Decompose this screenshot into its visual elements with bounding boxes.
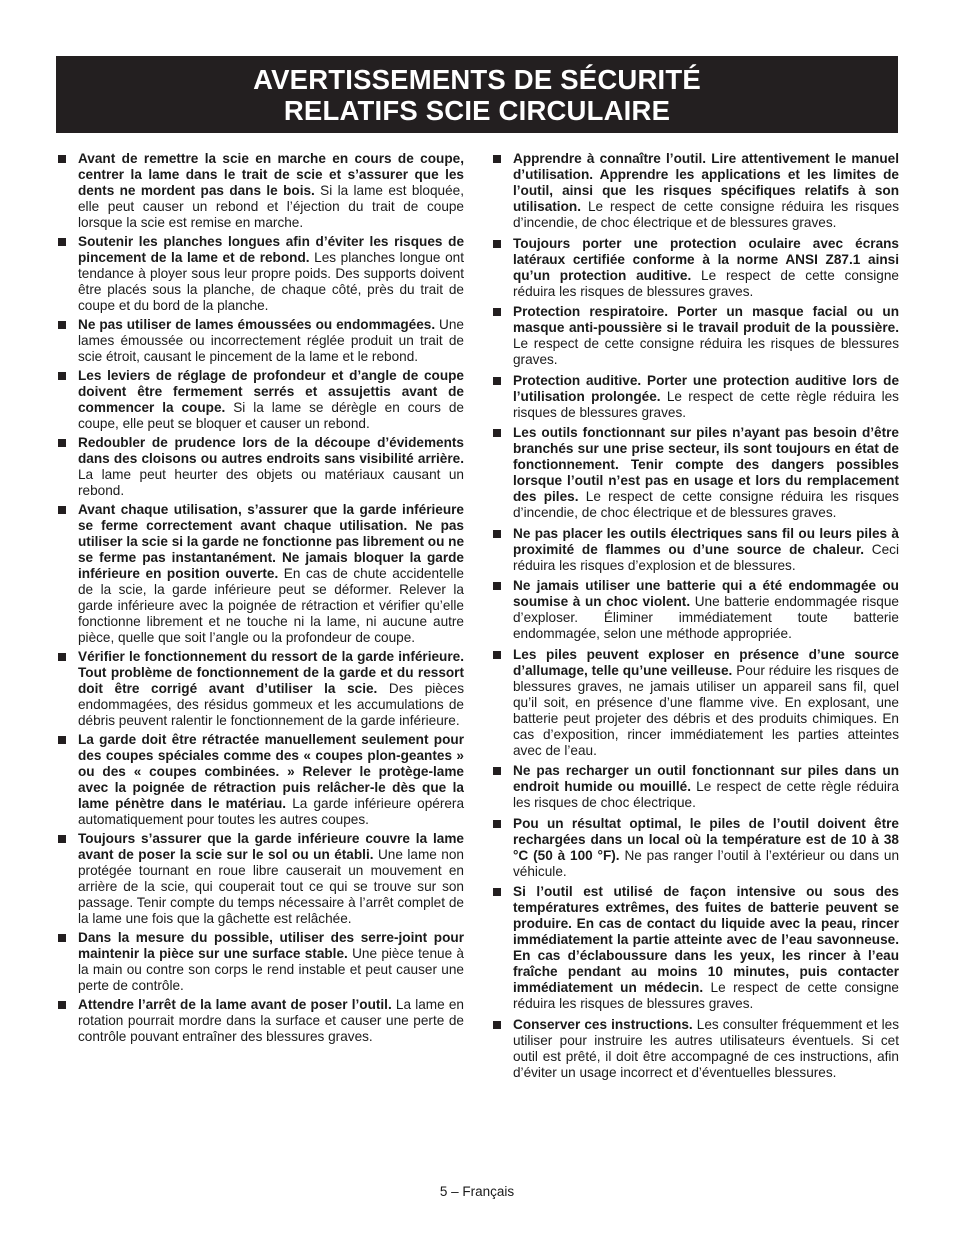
warning-bold-text: Toujours s’assurer que la garde inférieure couvre la lame avant de poser la scie sur le sol ou un établi. — [78, 831, 464, 862]
square-bullet-icon — [493, 820, 501, 828]
warning-bold-text: Avant de remettre la scie en marche en cours de coupe, centrer la lame dans le trait de scie et s’assurer que les dents ne mordent pas dans le bois. — [78, 151, 464, 198]
warning-item — [56, 930, 464, 994]
warning-body-text: Si la lame est bloquée, elle peut causer un rebond et l’éjection du trait de coupe lorsque la scie est remise en marche. — [78, 183, 464, 230]
warning-body-text: Pour réduire les risques de blessures graves, ne jamais utiliser un appareil sans fil, quel qu’il soit, en présence d’une flamme vive. En explosant, une batterie peut projeter des débris et des produits chimiques. En cas d’exposition, rincer immédiatement les parties atteintes avec de l’eau. — [513, 662, 899, 758]
warning-body-text: Ceci réduira les risques d’explosion et de blessures. — [513, 541, 899, 573]
page-title-line-2: RELATIFS SCIE CIRCULAIRE — [283, 94, 671, 126]
warning-item — [491, 578, 899, 642]
warning-body-text: Le respect de cette consigne réduira les risques de blessures graves. — [513, 336, 899, 367]
square-bullet-icon — [58, 736, 66, 744]
warning-item — [491, 373, 899, 421]
square-bullet-icon — [58, 155, 66, 163]
warning-body-text: Des pièces endommagées, des résidus gommeux et les accumulations de débris peuvent ralentir le fonctionnement de la garde inférieure. — [78, 681, 464, 728]
square-bullet-icon — [58, 835, 66, 843]
square-bullet-icon — [493, 240, 501, 248]
warning-bold-text: Toujours porter une protection oculaire avec écrans latéraux certifiée conforme à la norme ANSI Z87.1 ainsi qu’un protection auditive. — [513, 235, 899, 283]
page-title-line-1: AVERTISSEMENTS DE SÉCURITÉ — [253, 63, 701, 95]
square-bullet-icon — [493, 767, 501, 775]
warning-bold-text: Apprendre à connaître l’outil. Lire attentivement le manuel d’utilisation. Apprendre les applications et les limites de l’outil, ainsi que les risques spécifiques relatifs à son utilisation. — [513, 151, 899, 214]
warning-body-text: La garde inférieure opérera automatiquement pour toutes les autres coupes. — [78, 796, 464, 827]
warning-item — [491, 151, 899, 231]
warning-body-text: Le respect de cette consigne réduira les risques d’incendie, de choc électrique et de blessures graves. — [513, 199, 899, 230]
warning-body-text: Ne pas ranger l’outil à l’extérieur ou dans un véhicule. — [513, 847, 900, 879]
square-bullet-icon — [493, 429, 501, 437]
warning-body-text: Une lames émoussée ou incorrectement réglée produit un trait de scie étroit, causant le pincement de la lame et le rebond. — [78, 317, 464, 364]
warning-body-text: En cas de chute accidentelle de la scie, la garde inférieure peut se déformer. Relever la garde inférieure avec la poignée de rétraction et vérifier qu’elle fonctionne librement et ne touche ni la lame, ni aucune autre pièce, quelle que soit l’angle ou la profondeur de coupe. — [78, 566, 464, 645]
square-bullet-icon — [58, 439, 66, 447]
square-bullet-icon — [493, 582, 501, 590]
warning-item — [56, 435, 464, 499]
warning-item — [56, 502, 464, 646]
square-bullet-icon — [493, 888, 501, 896]
square-bullet-icon — [58, 934, 66, 942]
square-bullet-icon — [493, 1021, 501, 1029]
square-bullet-icon — [58, 372, 66, 380]
warning-item — [491, 816, 899, 880]
warning-item — [491, 647, 899, 759]
warning-body-text: Une batterie endommagée risque d’exploser. Éliminer immédiatement toute batterie endommagée, selon une méthode appropriée. — [513, 594, 899, 641]
warning-bold-text: Les piles peuvent exploser en présence d’une source d’allumage, telle qu’une veilleuse. — [513, 646, 899, 678]
warning-item — [491, 236, 899, 300]
warning-bold-text: Attendre l’arrêt de la lame avant de poser l’outil. — [78, 997, 392, 1012]
square-bullet-icon — [58, 321, 66, 329]
warning-bold-text: Ne pas placer les outils électriques sans fil ou leurs piles à proximité de flammes ou d’une source de chaleur. — [513, 525, 899, 557]
warning-item — [56, 831, 464, 927]
warning-item — [56, 368, 464, 432]
warning-bold-text: Ne pas utiliser de lames émoussées ou endommagées. — [78, 317, 436, 332]
warning-body-text: Le respect de cette consigne réduira les risques d’incendie, de choc électrique et de blessures graves. — [513, 489, 899, 520]
warning-bold-text: Ne pas recharger un outil fonctionnant sur piles dans un endroit humide ou mouillé. — [513, 763, 899, 794]
square-bullet-icon — [493, 155, 501, 163]
warning-item — [491, 304, 899, 368]
warning-bold-text: Redoubler de prudence lors de la découpe d’évidements dans des cloisons ou autres endroits sans visibilité arrière. — [78, 435, 464, 466]
warning-bold-text: Protection respiratoire. Porter un masque facial ou un masque anti-poussière si le travail produit de la poussière. — [513, 304, 899, 335]
warning-item — [56, 649, 464, 729]
square-bullet-icon — [493, 651, 501, 659]
square-bullet-icon — [58, 238, 66, 246]
square-bullet-icon — [493, 377, 501, 385]
page-number-footer: 5 – Français — [439, 1184, 515, 1199]
square-bullet-icon — [58, 653, 66, 661]
warning-item — [56, 317, 464, 365]
warning-item — [491, 1017, 899, 1081]
warning-body-text: Les consulter fréquemment et les utiliser pour instruire les autres utilisateurs éventuels. Si cet outil est prêté, il doit être accompagné de ces instructions, afin d’éviter un usage incorrect et d’éventuelles blessures. — [513, 1016, 899, 1080]
warning-bold-text: Avant chaque utilisation, s’assurer que la garde inférieure se ferme correctement avant chaque utilisation. Ne pas utiliser la scie si la garde ne fonctionne pas librement ou ne se ferme pas instantanément. Ne jamais bloquer la garde inférieure en position ouverte. — [78, 502, 465, 581]
warning-bold-text: Conserver ces instructions. — [513, 1016, 693, 1032]
warning-bold-text: Si l’outil est utilisé de façon intensive ou sous des températures extrêmes, des fuites de batterie peuvent se produire. En cas de contact du liquide avec la peau, rincer immédiatement la partie atteinte avec de l’eau savonneuse. En cas d’éclaboussure dans les yeux, les rincer à l’eau fraîche pendant au moins 10 minutes, puis contacter immédiatement un médecin. — [513, 884, 899, 995]
right-column — [491, 151, 899, 1085]
warning-bold-text: Vérifier le fonctionnement du ressort de la garde inférieure. Tout problème de fonctionnement de la garde et du ressort doit être corrigé avant d’utiliser la scie. — [78, 649, 464, 696]
warning-bold-text: Ne jamais utiliser une batterie qui a été endommagée ou soumise à un choc violent. — [513, 578, 899, 609]
warning-bold-text: Soutenir les planches longues afin d’éviter les risques de pincement de la lame et de rebond. — [78, 234, 464, 265]
square-bullet-icon — [58, 1001, 66, 1009]
warning-body-text: Le respect de cette consigne réduira les risques de blessures graves. — [513, 267, 899, 299]
warning-bold-text: Les outils fonctionnant sur piles n’ayant pas besoin d’être branchés sur une prise secteur, ils sont toujours en état de fonctionnement. Tenir compte des dangers possibles lorsque l’outil n’est pas en usage et lors du remplacement des piles. — [513, 425, 899, 504]
warning-item — [491, 884, 899, 1012]
warning-bold-text: La garde doit être rétractée manuellement seulement pour des coupes spéciales comme des « coupes plon-geantes » ou des « coupes combinées. » Relever le protège-lame avec la poignée de rétraction puis relâcher-le dès que la lame pénètre dans le matériau. — [78, 732, 464, 811]
warning-item — [56, 151, 464, 231]
warning-bold-text: Les leviers de réglage de profondeur et d’angle de coupe doivent être fermement serrés et assujettis avant de commencer la coupe. — [78, 368, 464, 415]
warning-body-text: Une lame non protégée tournant en roue libre causerait un mouvement en arrière de la scie, qui couperait tout ce qui se trouve sur son passage. Tenir compte du temps nécessaire à l’arrêt complet de la lame une fois que la gâchette est relâchée. — [78, 847, 464, 926]
warning-body-text: La lame peut heurter des objets ou matériaux causant un rebond. — [78, 467, 464, 498]
warning-body-text: Le respect de cette règle réduira les risques de blessures graves. — [513, 388, 899, 420]
warning-body-text: Le respect de cette règle réduira les risques de choc électrique. — [513, 779, 899, 810]
warning-body-text: Si la lame se dérègle en cours de coupe, elle peut se bloquer et causer un rebond. — [78, 400, 464, 431]
square-bullet-icon — [493, 530, 501, 538]
square-bullet-icon — [58, 506, 66, 514]
square-bullet-icon — [493, 308, 501, 316]
warning-body-text: La lame en rotation pourrait mordre dans la surface et causer une perte de contrôle pouvant entraîner des blessures graves. — [78, 997, 464, 1044]
warning-item — [56, 732, 464, 828]
warning-item — [56, 234, 464, 314]
left-column — [56, 151, 464, 1048]
warning-bold-text: Pou un résultat optimal, le piles de l’outil doivent être rechargées dans un local où la température est de 10 à 38 °C (50 à 100 °F). — [513, 815, 899, 863]
warning-item — [491, 526, 899, 574]
warning-bold-text: Protection auditive. Porter une protection auditive lors de l’utilisation prolongée. — [513, 372, 899, 404]
title-banner — [56, 56, 898, 133]
warning-item — [491, 425, 899, 521]
warning-item — [56, 997, 464, 1045]
warning-body-text: Les planches longue ont tendance à ployer sous leur propre poids. Des supports doivent être placés sous la planche, de chaque côté, près du trait de coupe et du bord de la planche. — [78, 250, 464, 313]
warning-body-text: Une pièce tenue à la main ou contre son corps le rend instable et peut causer une perte de contrôle. — [78, 946, 464, 993]
warning-item — [491, 763, 899, 811]
warning-body-text: Le respect de cette consigne réduira les risques de blessures graves. — [513, 980, 899, 1011]
warning-bold-text: Dans la mesure du possible, utiliser des serre-joint pour maintenir la pièce sur une surface stable. — [78, 930, 464, 961]
